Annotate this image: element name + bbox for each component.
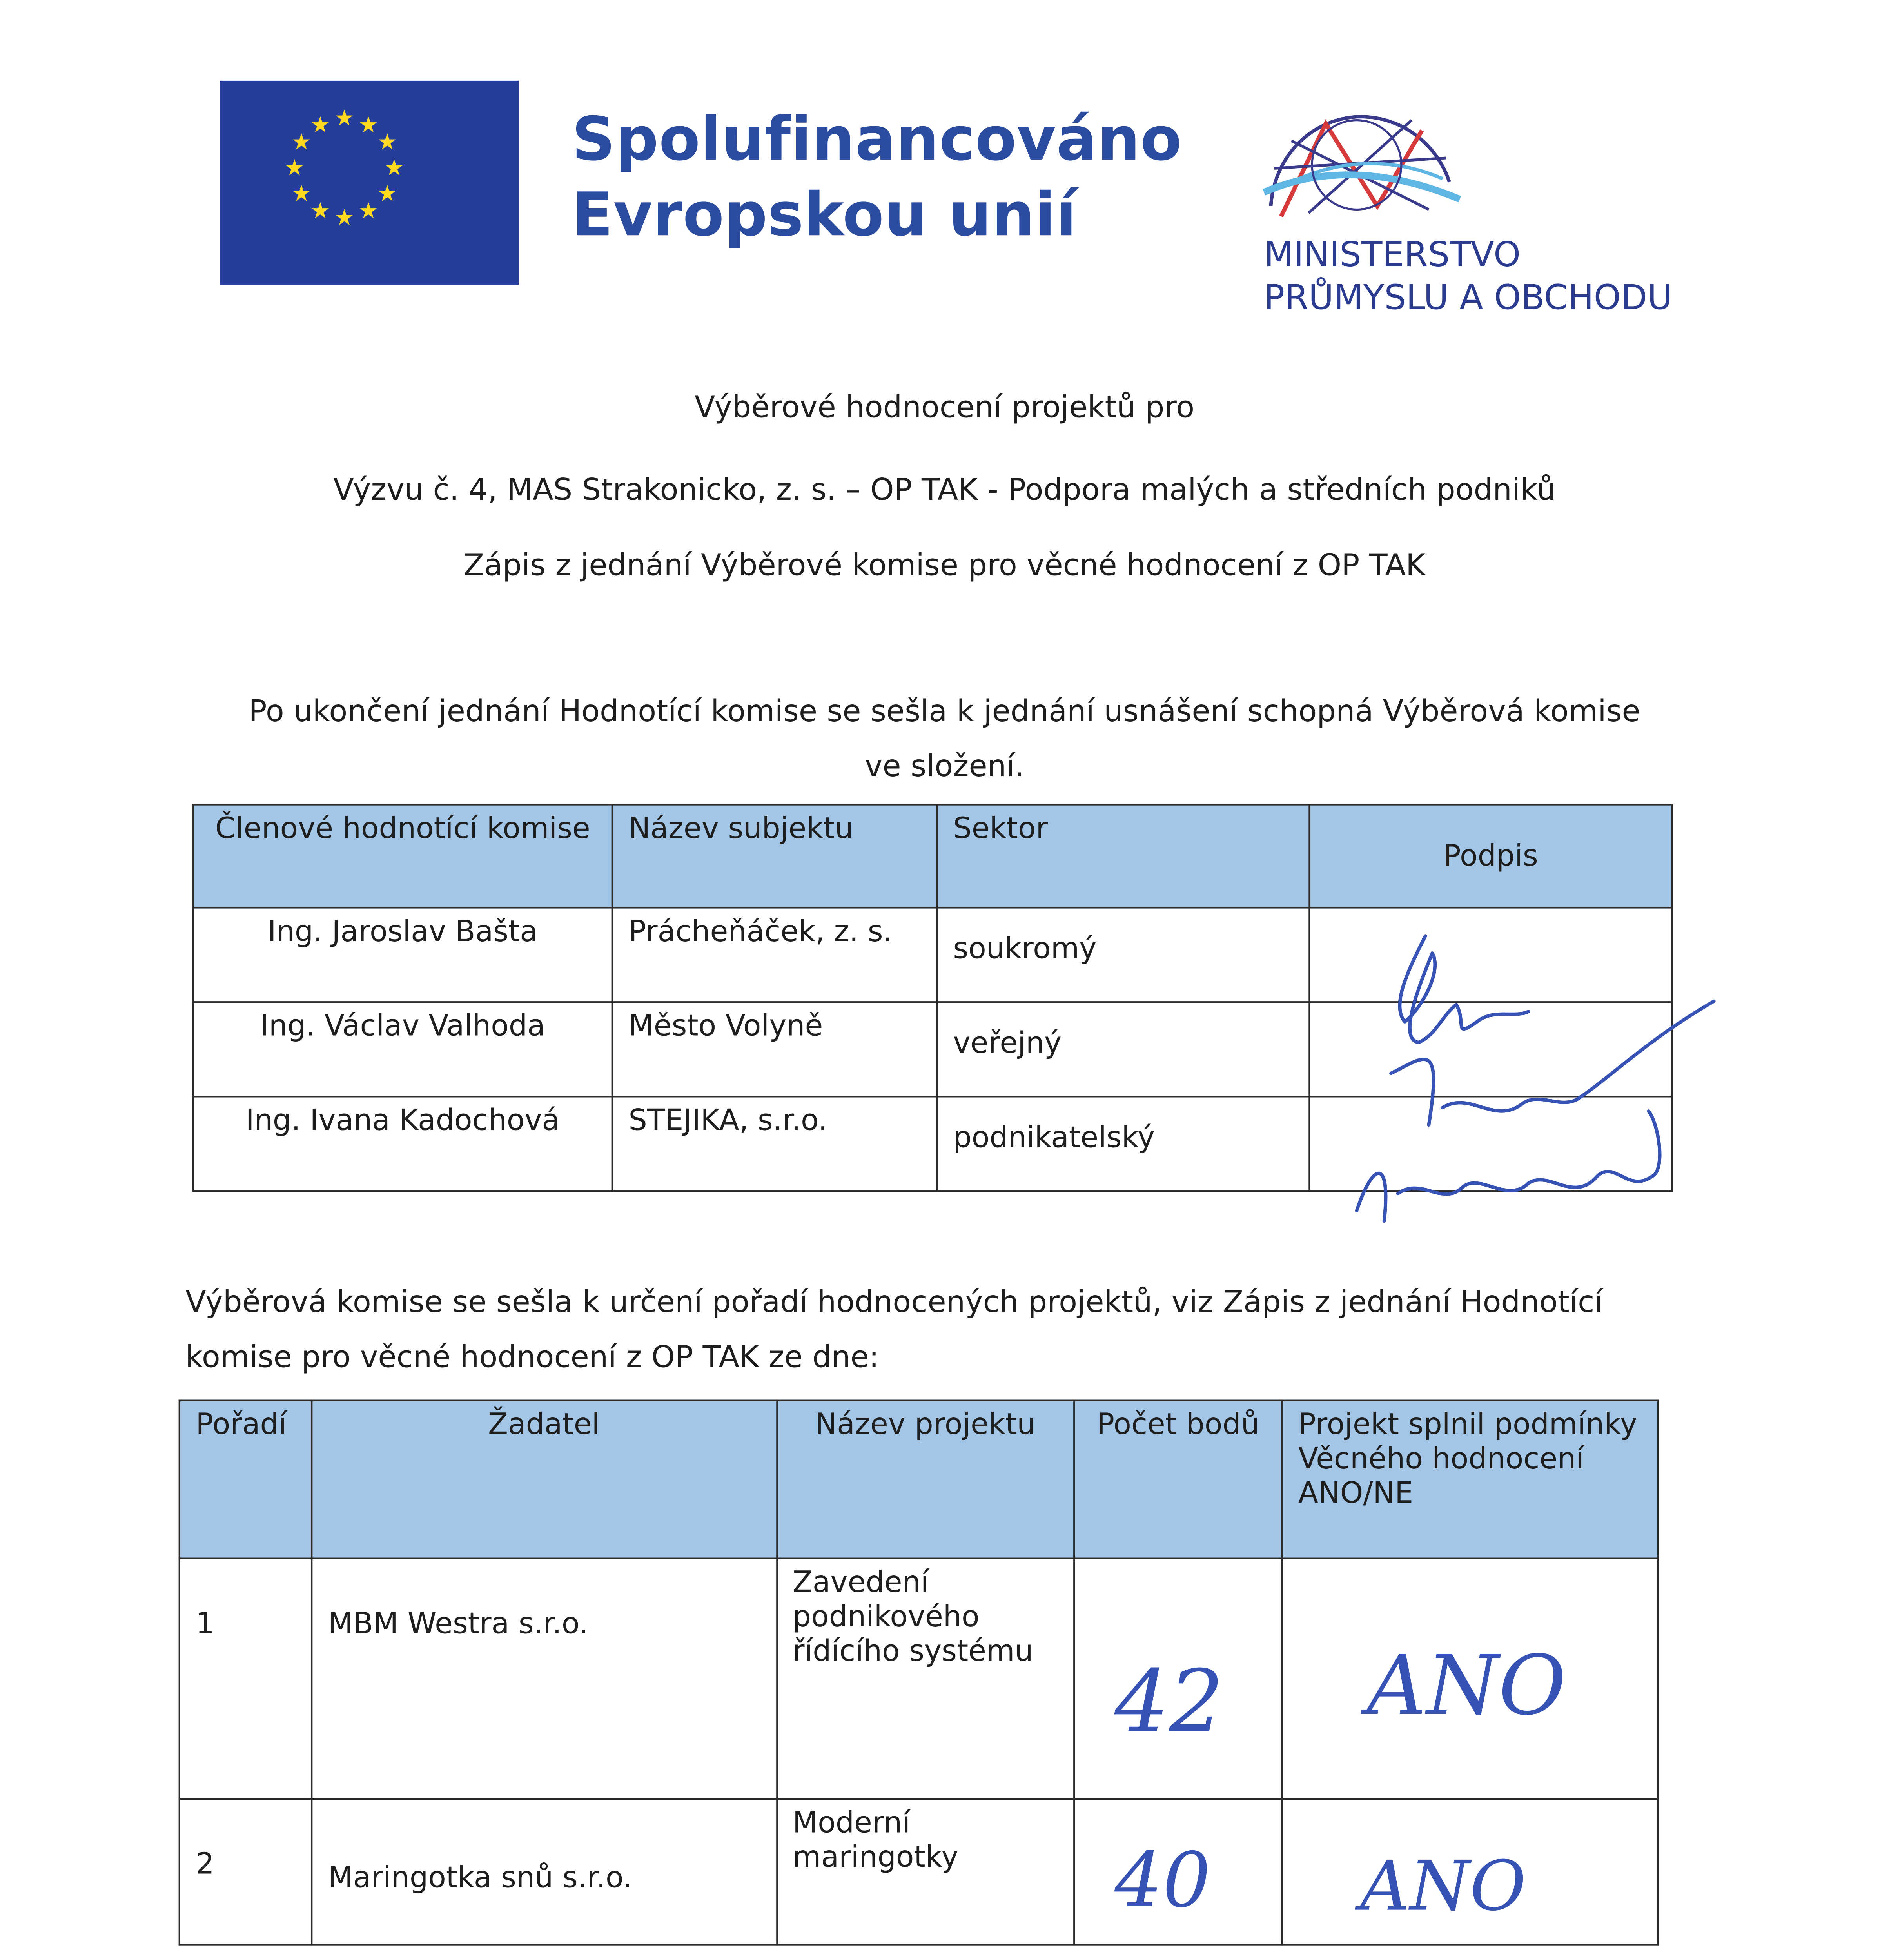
header-points: Počet bodů (1074, 1401, 1282, 1559)
rank-value: 1 (180, 1559, 312, 1799)
eu-star-icon: ★ (310, 113, 330, 139)
title-line-1: Výběrové hodnocení projektů pro (694, 391, 1195, 426)
project-name: Moderní maringotky (776, 1799, 1074, 1945)
conditions-handwritten (1298, 1601, 1642, 1772)
header-rank: Pořadí (180, 1401, 312, 1559)
header-signature: Podpis (1310, 804, 1672, 907)
title-line-3: Zápis z jednání Výběrové komise pro věcné hodnocení z OP TAK (463, 549, 1426, 584)
eu-star-icon: ★ (284, 156, 305, 182)
member-name: Ing. Václav Valhoda (193, 1002, 612, 1096)
eu-star-icon: ★ (358, 113, 379, 139)
table-row (180, 1799, 1658, 1945)
conditions-handwritten (1298, 1807, 1642, 1927)
title-line-2: Výzvu č. 4, MAS Strakonicko, z. s. – OP TAK - Podpora malých a středních podniků (333, 474, 1556, 508)
points-value: 40 (1114, 1836, 1211, 1924)
member-name: Ing. Ivana Kadochová (193, 1096, 612, 1191)
header-members: Členové hodnotící komise (193, 804, 612, 907)
ranking-intro-line-1: Výběrová komise se sešla k určení pořadí hodnocených projektů, viz Zápis z jednání Hodnotící (185, 1286, 1603, 1321)
header-conditions-met: Projekt splnil podmínky Věcného hodnocení ANO/NE (1282, 1401, 1658, 1559)
project-name: Zavedení podnikového řídícího systému (776, 1559, 1074, 1799)
eu-star-icon: ★ (334, 106, 354, 132)
header-applicant: Žadatel (312, 1401, 776, 1559)
header-sector: Sektor (937, 804, 1310, 907)
points-value: 42 (1114, 1651, 1224, 1752)
table-row (180, 1559, 1658, 1799)
member-subject: Prácheňáček, z. s. (612, 907, 937, 1002)
eu-cofinanced-text: Spolufinancováno Evropskou unií (572, 106, 1182, 251)
ranking-intro-line-2: komise pro věcné hodnocení z OP TAK ze dne: (185, 1341, 879, 1376)
conditions-cell (1282, 1799, 1658, 1945)
points-cell (1074, 1559, 1282, 1799)
ranking-table (179, 1400, 1659, 1946)
header-project: Název projektu (776, 1401, 1074, 1559)
member-sector: soukromý (937, 907, 1310, 1002)
member-subject: Město Volyně (612, 1002, 937, 1096)
eu-star-icon: ★ (358, 199, 379, 225)
members-table-header (193, 804, 1672, 907)
member-name: Ing. Jaroslav Bašta (193, 907, 612, 1002)
applicant-name: Maringotka snů s.r.o. (312, 1799, 776, 1945)
eu-star-icon: ★ (384, 156, 404, 182)
applicant-name: MBM Westra s.r.o. (312, 1559, 776, 1799)
ministry-name: MINISTERSTVO PRŮMYSLU A OBCHODU (1264, 233, 1673, 318)
eu-star-icon: ★ (377, 182, 397, 208)
handwritten-signatures-members (1322, 919, 1717, 1236)
eu-star-icon: ★ (377, 130, 397, 156)
conditions-value: ANO (1360, 1846, 1526, 1926)
intro-line-2: ve složení. (865, 750, 1024, 785)
conditions-value: ANO (1367, 1637, 1566, 1734)
eu-flag-logo (220, 81, 519, 285)
member-subject: STEJIKA, s.r.o. (612, 1096, 937, 1191)
eu-star-icon: ★ (334, 206, 354, 232)
ministry-globe-logo (1257, 107, 1463, 230)
ranking-table-header (180, 1401, 1658, 1559)
header-subject: Název subjektu (612, 804, 937, 907)
points-cell (1074, 1799, 1282, 1945)
member-sector: podnikatelský (937, 1096, 1310, 1191)
conditions-cell (1282, 1559, 1658, 1799)
eu-star-icon: ★ (291, 130, 312, 156)
eu-star-icon: ★ (291, 182, 312, 208)
points-handwritten (1091, 1611, 1245, 1782)
eu-star-icon: ★ (310, 199, 330, 225)
points-handwritten (1091, 1807, 1245, 1927)
rank-value: 2 (180, 1799, 312, 1945)
intro-line-1: Po ukončení jednání Hodnotící komise se sešla k jednání usnášení schopná Výběrová komise (249, 695, 1640, 730)
member-sector: veřejný (937, 1002, 1310, 1096)
